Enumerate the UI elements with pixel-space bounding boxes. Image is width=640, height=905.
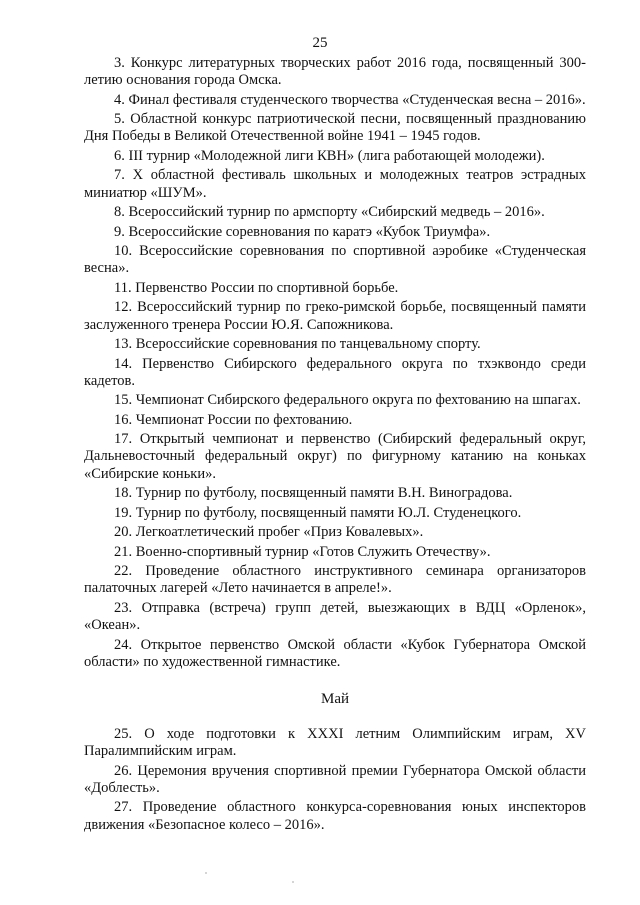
list-item: 7. X областной фестиваль школьных и молодежных театров эстрадных миниатюр «ШУМ». [84, 167, 586, 201]
scan-artifact [292, 881, 294, 883]
list-item: 27. Проведение областного конкурса-соревнования юных инспекторов движения «Безопасное колесо – 2016». [84, 799, 586, 833]
list-item: 20. Легкоатлетический пробег «Приз Ковалевых». [114, 524, 424, 541]
list-item: 10. Всероссийские соревнования по спортивной аэробике «Студенческая весна». [84, 243, 586, 277]
list-item: 3. Конкурс литературных творческих работ 2016 года, посвященный 300-летию основания города Омска. [84, 55, 586, 89]
section-heading-may: Май [320, 690, 350, 707]
list-item: 22. Проведение областного инструктивного семинара организаторов палаточных лагерей «Лето начинается в апреле!». [84, 563, 586, 597]
list-item: 12. Всероссийский турнир по греко-римской борьбе, посвященный памяти заслуженного тренера России Ю.Я. Сапожникова. [84, 299, 586, 333]
list-item: 25. О ходе подготовки к XXXI летним Олимпийским играм, XV Паралимпийским играм. [84, 725, 586, 760]
list-item: 11. Первенство России по спортивной борьбе. [114, 279, 399, 296]
list-item: 16. Чемпионат России по фехтованию. [114, 411, 353, 428]
list-item: 14. Первенство Сибирского федерального округа по тхэквондо среди кадетов. [84, 355, 586, 389]
list-before-may [84, 55, 586, 671]
list-item: 15. Чемпионат Сибирского федерального округа по фехтованию на шпагах. [114, 392, 581, 409]
list-item: 26. Церемония вручения спортивной премии Губернатора Омской области «Доблесть». [84, 762, 586, 796]
document-body [84, 55, 586, 836]
list-item: 19. Турнир по футболу, посвященный памяти Ю.Л. Студенецкого. [114, 504, 522, 521]
list-item: 21. Военно-спортивный турнир «Готов Служить Отечеству». [114, 543, 491, 560]
list-item: 5. Областной конкурс патриотической песни, посвященный празднованию Дня Победы в Великой Отечественной войне 1941 – 1945 годов. [84, 111, 586, 145]
list-item: 6. III турнир «Молодежной лиги КВН» (лига работающей молодежи). [114, 147, 545, 164]
list-item: 24. Открытое первенство Омской области «Кубок Губернатора Омской области» по художественной гимнастике. [84, 636, 586, 670]
list-item: 17. Открытый чемпионат и первенство (Сибирский федеральный округ, Дальневосточный федеральный округ) по фигурному катанию на коньках «Сибирские коньки». [84, 431, 586, 482]
list-item: 8. Всероссийский турнир по армспорту «Сибирский медведь – 2016». [114, 204, 545, 221]
scan-artifact [205, 872, 207, 874]
list-item: 13. Всероссийские соревнования по танцевальному спорту. [114, 336, 481, 353]
list-item: 23. Отправка (встреча) групп детей, выезжающих в ВДЦ «Орленок», «Океан». [84, 599, 586, 634]
page-number: 25 [312, 35, 328, 51]
list-item: 9. Всероссийские соревнования по каратэ «Кубок Триумфа». [114, 223, 491, 240]
list-item: 4. Финал фестиваля студенческого творчества «Студенческая весна – 2016». [114, 91, 586, 108]
list-item: 18. Турнир по футболу, посвященный памяти В.Н. Виноградова. [114, 485, 513, 502]
list-may [84, 726, 586, 834]
